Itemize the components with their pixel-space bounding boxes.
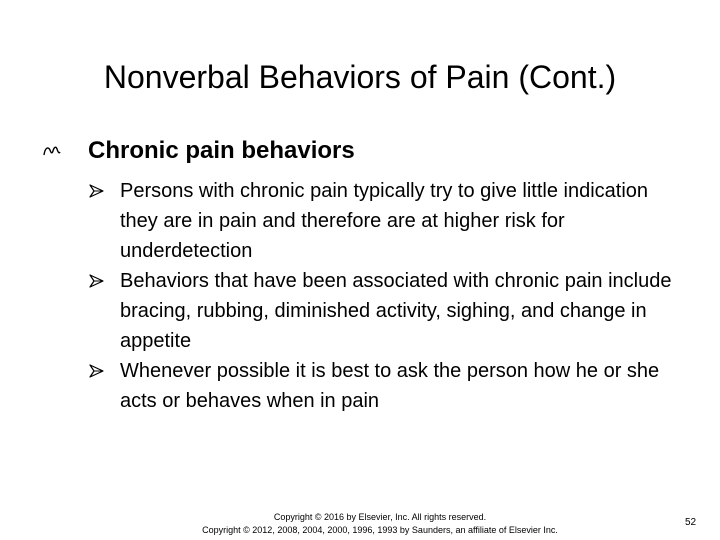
arrow-bullet-icon (88, 363, 106, 379)
decorative-bullet-icon (42, 144, 62, 158)
slide-title: Nonverbal Behaviors of Pain (Cont.) (103, 59, 617, 95)
copyright-line: Copyright © 2012, 2008, 2004, 2000, 1996, 1993 by Saunders, an affiliate of Elsevier Inc. (202, 525, 558, 535)
section-heading: Chronic pain behaviors (88, 137, 355, 164)
copyright-line: Copyright © 2016 by Elsevier, Inc. All rights reserved. (273, 512, 487, 522)
arrow-bullet-icon (88, 273, 106, 289)
copyright-notice (100, 511, 660, 537)
bullet-text: Whenever possible it is best to ask the person how he or she acts or behaves when in pain (120, 360, 660, 412)
arrow-bullet-icon (88, 183, 106, 199)
page-number: 52 (685, 517, 697, 528)
bullet-text: Persons with chronic pain typically try to give little indication they are in pain and therefore are at higher risk for underdetection (120, 180, 649, 262)
bullet-text: Behaviors that have been associated with chronic pain include bracing, rubbing, diminished activity, sighing, and change in appetite (120, 270, 672, 352)
